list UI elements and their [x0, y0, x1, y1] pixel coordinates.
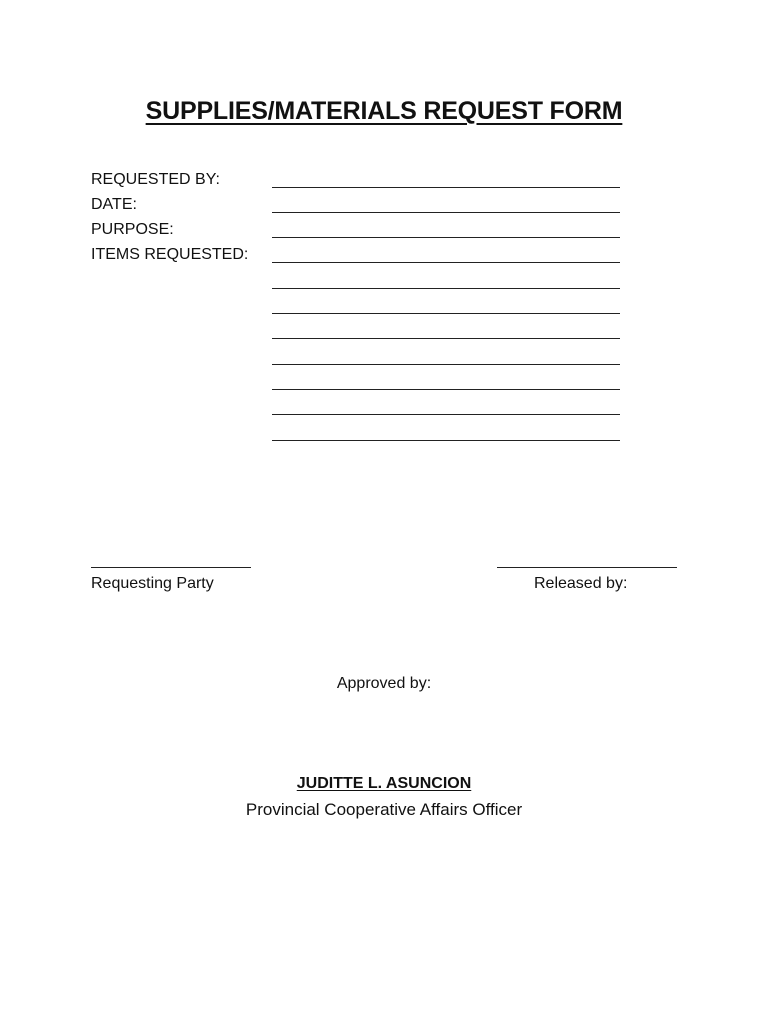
date-label: DATE: — [91, 196, 137, 213]
items-requested-blank[interactable] — [272, 313, 620, 314]
requested-by-blank[interactable] — [272, 187, 620, 188]
items-requested-label: ITEMS REQUESTED: — [91, 246, 249, 263]
items-requested-blank[interactable] — [272, 364, 620, 365]
approver-position: Provincial Cooperative Affairs Officer — [245, 800, 523, 819]
items-requested-blank[interactable] — [272, 440, 620, 441]
requesting-party-label: Requesting Party — [91, 575, 214, 592]
requesting-party-signature-line[interactable] — [91, 567, 251, 568]
approver-name: JUDITTE L. ASUNCION — [296, 775, 472, 792]
purpose-blank[interactable] — [272, 237, 620, 238]
items-requested-blank[interactable] — [272, 262, 620, 263]
approved-by-label: Approved by: — [336, 675, 432, 692]
released-by-label: Released by: — [534, 575, 628, 592]
released-by-signature-line[interactable] — [497, 567, 677, 568]
items-requested-blank[interactable] — [272, 414, 620, 415]
items-requested-blank[interactable] — [272, 288, 620, 289]
items-requested-blank[interactable] — [272, 338, 620, 339]
items-requested-blank[interactable] — [272, 389, 620, 390]
date-blank[interactable] — [272, 212, 620, 213]
requested-by-label: REQUESTED BY: — [91, 171, 220, 188]
form-title: SUPPLIES/MATERIALS REQUEST FORM — [145, 97, 623, 125]
purpose-label: PURPOSE: — [91, 221, 174, 238]
